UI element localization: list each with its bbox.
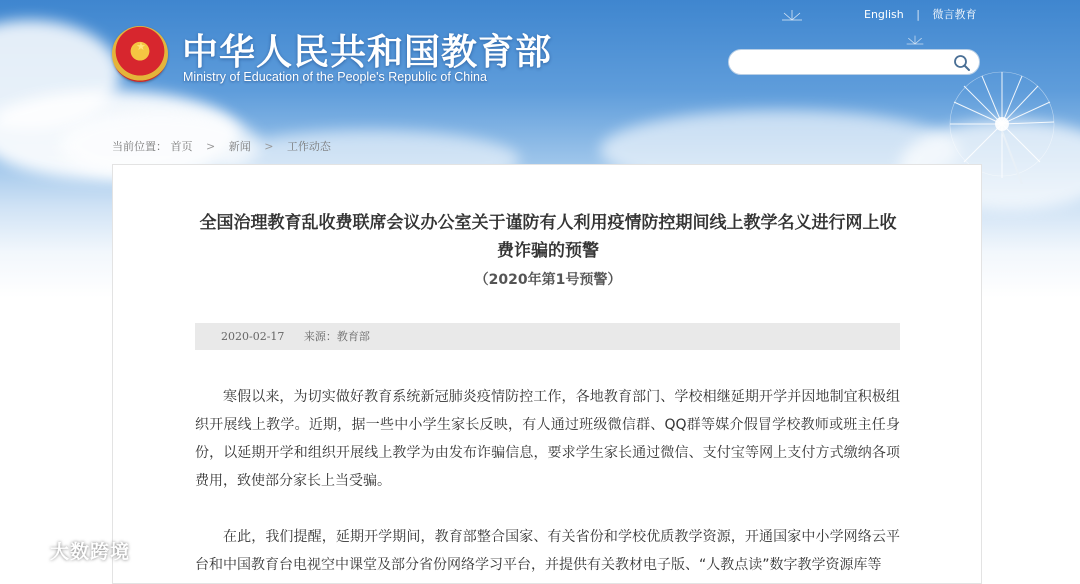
article-title: 全国治理教育乱收费联席会议办公室关于谨防有人利用疫情防控期间线上教学名义进行网上收费诈骗的预警 [199,213,897,261]
breadcrumb-item-news[interactable]: 新闻 [228,140,251,153]
search-input[interactable] [741,50,965,74]
top-links [864,6,976,22]
watermark-logo-icon [8,539,46,561]
breadcrumb-item-home[interactable]: 首页 [170,140,193,153]
article-panel [112,164,982,584]
link-separator: | [916,8,920,21]
english-link[interactable]: English [864,8,904,21]
article-paragraph: 在此，我们提醒，延期开学期间，教育部整合国家、有关省份和学校优质教学资源，开通国家中小学网络云平台和中国教育台电视空中课堂及部分省份网络学习平台，并提供有关教材电子版、“人教点读”数字教学资源库等 [195,529,900,573]
article-subtitle: （2020年第1号预警） [474,272,622,288]
weibo-link[interactable]: 微言教育 [932,8,977,21]
emblem-star-icon: ★ [136,40,146,53]
search-icon[interactable] [953,54,971,72]
watermark [8,537,130,564]
site-title-chinese[interactable]: 中华人民共和国教育部 [182,32,553,73]
breadcrumb-chevron-icon: > [264,140,274,153]
site-title-english[interactable]: Ministry of Education of the People's Republic of China [183,70,487,84]
national-emblem-logo[interactable] [112,26,168,82]
watermark-text: 大数跨境 [50,541,131,563]
article-source: 来源：教育部 [303,330,370,343]
search-box [728,49,980,75]
article-paragraph: 寒假以来，为切实做好教育系统新冠肺炎疫情防控工作，各地教育部门、学校相继延期开学并因地制宜积极组织开展线上教学。近期，据一些中小学生家长反映，有人通过班级微信群、QQ群等媒介假冒学校教师或班主任身份，以延期开学和组织开展线上教学为由发布诈骗信息，要求学生家长通过微信、支付宝等网上支付方式缴纳各项费用，致使部分家长上当受骗。 [195,389,900,489]
seed-decoration [780,8,804,32]
breadcrumb-prefix: 当前位置： [112,140,167,153]
breadcrumb-chevron-icon: > [206,140,216,153]
breadcrumb-item-work-updates[interactable]: 工作动态 [286,140,331,153]
breadcrumb [112,138,331,154]
article-meta-bar [195,323,900,350]
article-date: 2020-02-17 [221,330,285,343]
